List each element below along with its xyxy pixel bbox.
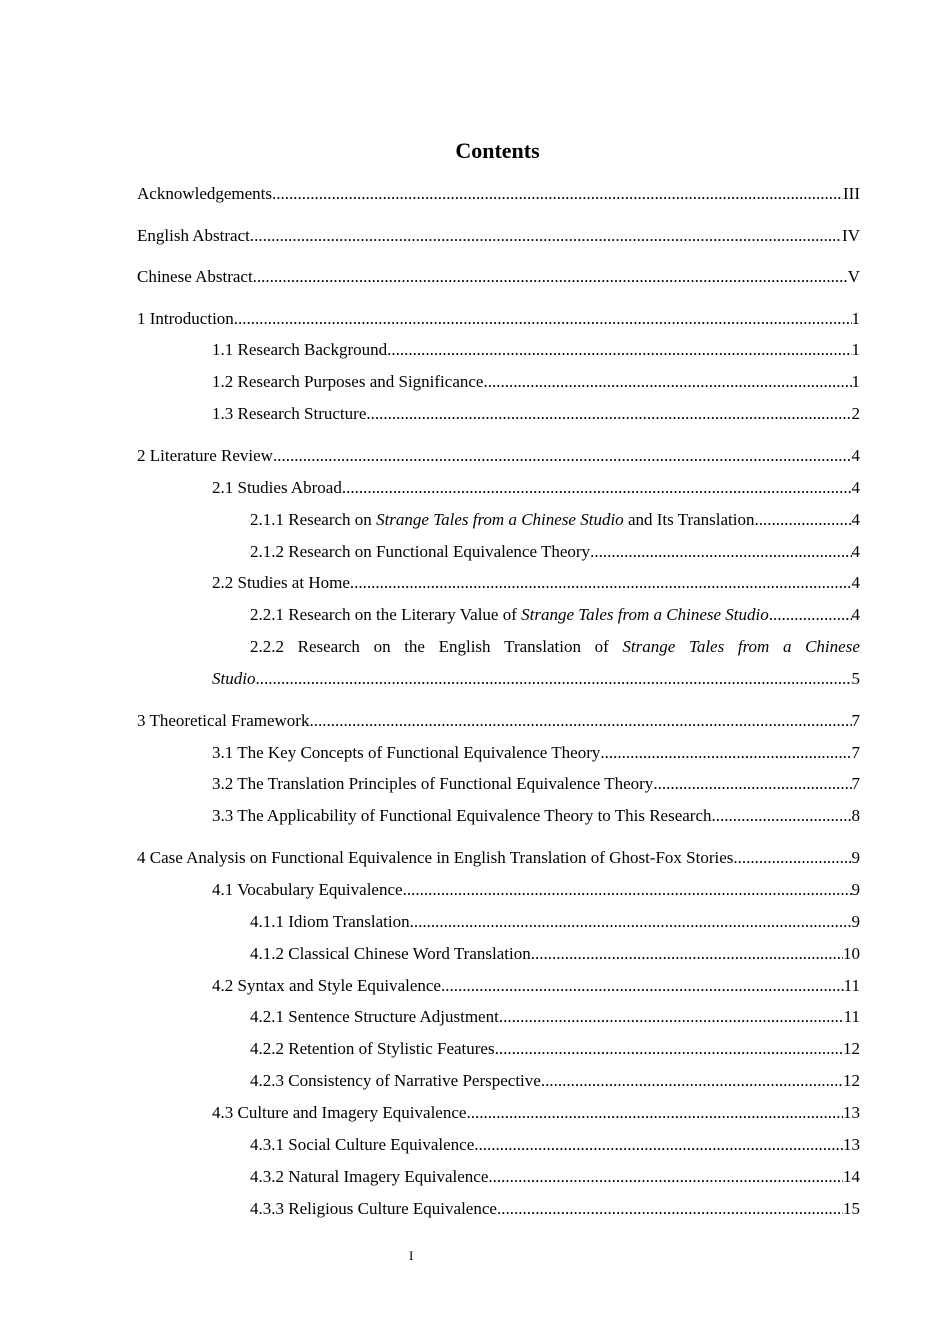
toc-entry-text: 4.3 Culture and Imagery Equivalence [212, 1103, 467, 1122]
toc-entry[interactable] [137, 845, 860, 871]
toc-entry[interactable] [212, 771, 860, 797]
toc-entry[interactable] [137, 708, 860, 734]
toc-entry-suffix: and Its Translation [623, 510, 755, 529]
toc-entry[interactable] [212, 369, 860, 395]
toc-entry-page: 9 [851, 848, 860, 867]
toc-leader [253, 264, 848, 290]
toc-entry-italic: Strange Tales from a Chinese Studio [376, 510, 624, 529]
toc-entry[interactable] [250, 1004, 860, 1030]
toc-entry-page: 4 [851, 510, 860, 529]
toc-leader [410, 909, 852, 935]
toc-leader [350, 570, 852, 596]
toc-leader [342, 475, 852, 501]
toc-entry-page: III [843, 184, 860, 203]
toc-entry[interactable] [250, 1132, 860, 1158]
toc-entry-page: 7 [851, 743, 860, 762]
toc-entry[interactable] [212, 803, 860, 829]
toc-leader [653, 771, 851, 797]
toc-entry-page: 7 [851, 774, 860, 793]
toc-leader [769, 602, 852, 628]
toc-word: on [373, 637, 391, 656]
toc-entry-text: 1.1 Research Background [212, 340, 388, 359]
toc-entry[interactable] [250, 1036, 860, 1062]
toc-entry-page: 4 [851, 542, 860, 561]
toc-entry-text: 2 Literature Review [137, 446, 273, 465]
toc-entry-prefix: 2.1.1 Research on [250, 510, 377, 529]
toc-entry-page: 2 [851, 404, 860, 423]
toc-entry[interactable] [137, 443, 860, 469]
toc-entry-text: Acknowledgements [137, 184, 273, 203]
toc-entry-text: 1 Introduction [137, 309, 234, 328]
toc-word: the [404, 637, 425, 656]
toc-entry-page: 11 [843, 1007, 860, 1026]
toc-entry-page: 1 [851, 372, 860, 391]
toc-entry-text: 3.1 The Key Concepts of Functional Equivalence Theory [212, 743, 601, 762]
toc-entry-page: 4 [851, 573, 860, 592]
toc-leader [403, 877, 852, 903]
toc-entry[interactable] [212, 973, 860, 999]
toc-entry[interactable] [250, 1164, 860, 1190]
toc-entry-page: V [847, 267, 860, 286]
toc-entry[interactable] [250, 909, 860, 935]
toc-leader [441, 973, 844, 999]
toc-entry-text: 4.2.2 Retention of Stylistic Features [250, 1039, 495, 1058]
toc-entry-page: 5 [851, 669, 860, 688]
toc-word-italic: Tales [688, 637, 725, 656]
toc-entry-text: 4.3.1 Social Culture Equivalence [250, 1135, 475, 1154]
toc-entry-text: 4.3.2 Natural Imagery Equivalence [250, 1167, 489, 1186]
toc-leader [366, 401, 851, 427]
toc-entry-page: 12 [843, 1039, 860, 1058]
toc-word: Translation [504, 637, 581, 656]
toc-entry-page: 8 [851, 806, 860, 825]
toc-leader [309, 708, 851, 734]
toc-entry[interactable] [212, 1100, 860, 1126]
toc-entry-page: 4 [851, 446, 860, 465]
toc-entry-text: 4.2.1 Sentence Structure Adjustment [250, 1007, 499, 1026]
toc-leader [474, 1132, 843, 1158]
toc-word: Research [297, 637, 360, 656]
toc-word-italic: a [782, 637, 792, 656]
toc-entry[interactable] [212, 475, 860, 501]
toc-leader [712, 803, 852, 829]
toc-entry-page: 13 [843, 1135, 860, 1154]
toc-entry[interactable] [137, 181, 860, 207]
toc-entry-text [250, 507, 755, 533]
toc-entry[interactable] [212, 740, 860, 766]
toc-leader [272, 181, 843, 207]
toc-entry-prefix: 2.2.1 Research on the Literary Value of [250, 605, 522, 624]
toc-word-italic: from [737, 637, 770, 656]
toc-leader [541, 1068, 843, 1094]
toc-entry[interactable] [212, 666, 860, 692]
toc-entry-text: Chinese Abstract [137, 267, 253, 286]
toc-entry-text: 3 Theoretical Framework [137, 711, 310, 730]
toc-word-italic: Chinese [805, 637, 860, 656]
toc-leader [733, 845, 851, 871]
footer-page-number: I [409, 1248, 414, 1263]
toc-entry[interactable] [250, 1068, 860, 1094]
toc-entry-italic: Studio [212, 669, 256, 688]
toc-entry[interactable] [250, 507, 860, 533]
toc-entry-text: 2.1 Studies Abroad [212, 478, 342, 497]
toc-leader [387, 337, 851, 363]
toc-word: of [594, 637, 609, 656]
toc-entry-text: 1.3 Research Structure [212, 404, 367, 423]
toc-entry-page: 11 [843, 976, 860, 995]
toc-leader [600, 740, 851, 766]
toc-entry-page: 9 [851, 912, 860, 931]
toc-entry-text: 4.2 Syntax and Style Equivalence [212, 976, 441, 995]
toc-entry-page: 10 [843, 944, 860, 963]
toc-leader [531, 941, 843, 967]
toc-leader [273, 443, 852, 469]
toc-entry-text: 2.2 Studies at Home [212, 573, 350, 592]
toc-entry-text: 1.2 Research Purposes and Significance [212, 372, 484, 391]
toc-entry-text: 4.3.3 Religious Culture Equivalence [250, 1199, 497, 1218]
toc-entry-text: 4.2.3 Consistency of Narrative Perspective [250, 1071, 541, 1090]
toc-entry-page: 9 [851, 880, 860, 899]
toc-entry-text [250, 602, 769, 628]
toc-leader [466, 1100, 843, 1126]
toc-entry[interactable] [137, 306, 860, 332]
toc-entry-page: 1 [851, 309, 860, 328]
toc-leader [488, 1164, 843, 1190]
toc-entry[interactable] [212, 401, 860, 427]
toc-entry[interactable] [137, 264, 860, 290]
toc-entry-page: 14 [843, 1167, 860, 1186]
toc-entry-text: 3.2 The Translation Principles of Functional Equivalence Theory [212, 774, 654, 793]
toc-entry-page: 4 [851, 478, 860, 497]
toc-entry-italic: Strange Tales from a Chinese Studio [521, 605, 769, 624]
toc-entry-text: English Abstract [137, 226, 250, 245]
toc-entry-page: 4 [851, 605, 860, 624]
toc-entry-page: 1 [851, 340, 860, 359]
toc-word-italic: Strange [622, 637, 676, 656]
toc-entry[interactable] [250, 1196, 860, 1222]
toc-entry-page: 15 [843, 1199, 860, 1218]
toc-entry[interactable] [250, 602, 860, 628]
toc-entry-justified[interactable] [250, 634, 860, 660]
toc-word: 2.2.2 [250, 637, 284, 656]
toc-leader [250, 223, 842, 249]
toc-entry-page: 12 [843, 1071, 860, 1090]
toc-entry[interactable] [212, 337, 860, 363]
toc-entry-page: 7 [851, 711, 860, 730]
toc-entry-text: 4.1.2 Classical Chinese Word Translation [250, 944, 531, 963]
toc-leader [590, 539, 851, 565]
toc-leader [499, 1004, 844, 1030]
page-title: Contents [455, 138, 540, 163]
toc-leader [495, 1036, 843, 1062]
toc-entry-page: IV [842, 226, 860, 245]
toc-leader [483, 369, 851, 395]
toc-entry-text: 4.1 Vocabulary Equivalence [212, 880, 403, 899]
toc-entry-text: 4.1.1 Idiom Translation [250, 912, 410, 931]
toc-entry-text: 4 Case Analysis on Functional Equivalence in English Translation of Ghost-Fox Stories [137, 848, 734, 867]
toc-entry-text: 2.1.2 Research on Functional Equivalence Theory [250, 542, 591, 561]
toc-leader [234, 306, 852, 332]
toc-entry-text: 3.3 The Applicability of Functional Equivalence Theory to This Research [212, 806, 712, 825]
toc-leader [497, 1196, 843, 1222]
toc-entry[interactable] [137, 223, 860, 249]
toc-entry[interactable] [212, 877, 860, 903]
toc-entry-text [212, 666, 255, 692]
toc-leader [255, 666, 851, 692]
toc-word: English [438, 637, 491, 656]
toc-leader [755, 507, 852, 533]
toc-entry-page: 13 [843, 1103, 860, 1122]
toc-entry[interactable] [250, 941, 860, 967]
toc-entry[interactable] [250, 539, 860, 565]
toc-entry[interactable] [212, 570, 860, 596]
